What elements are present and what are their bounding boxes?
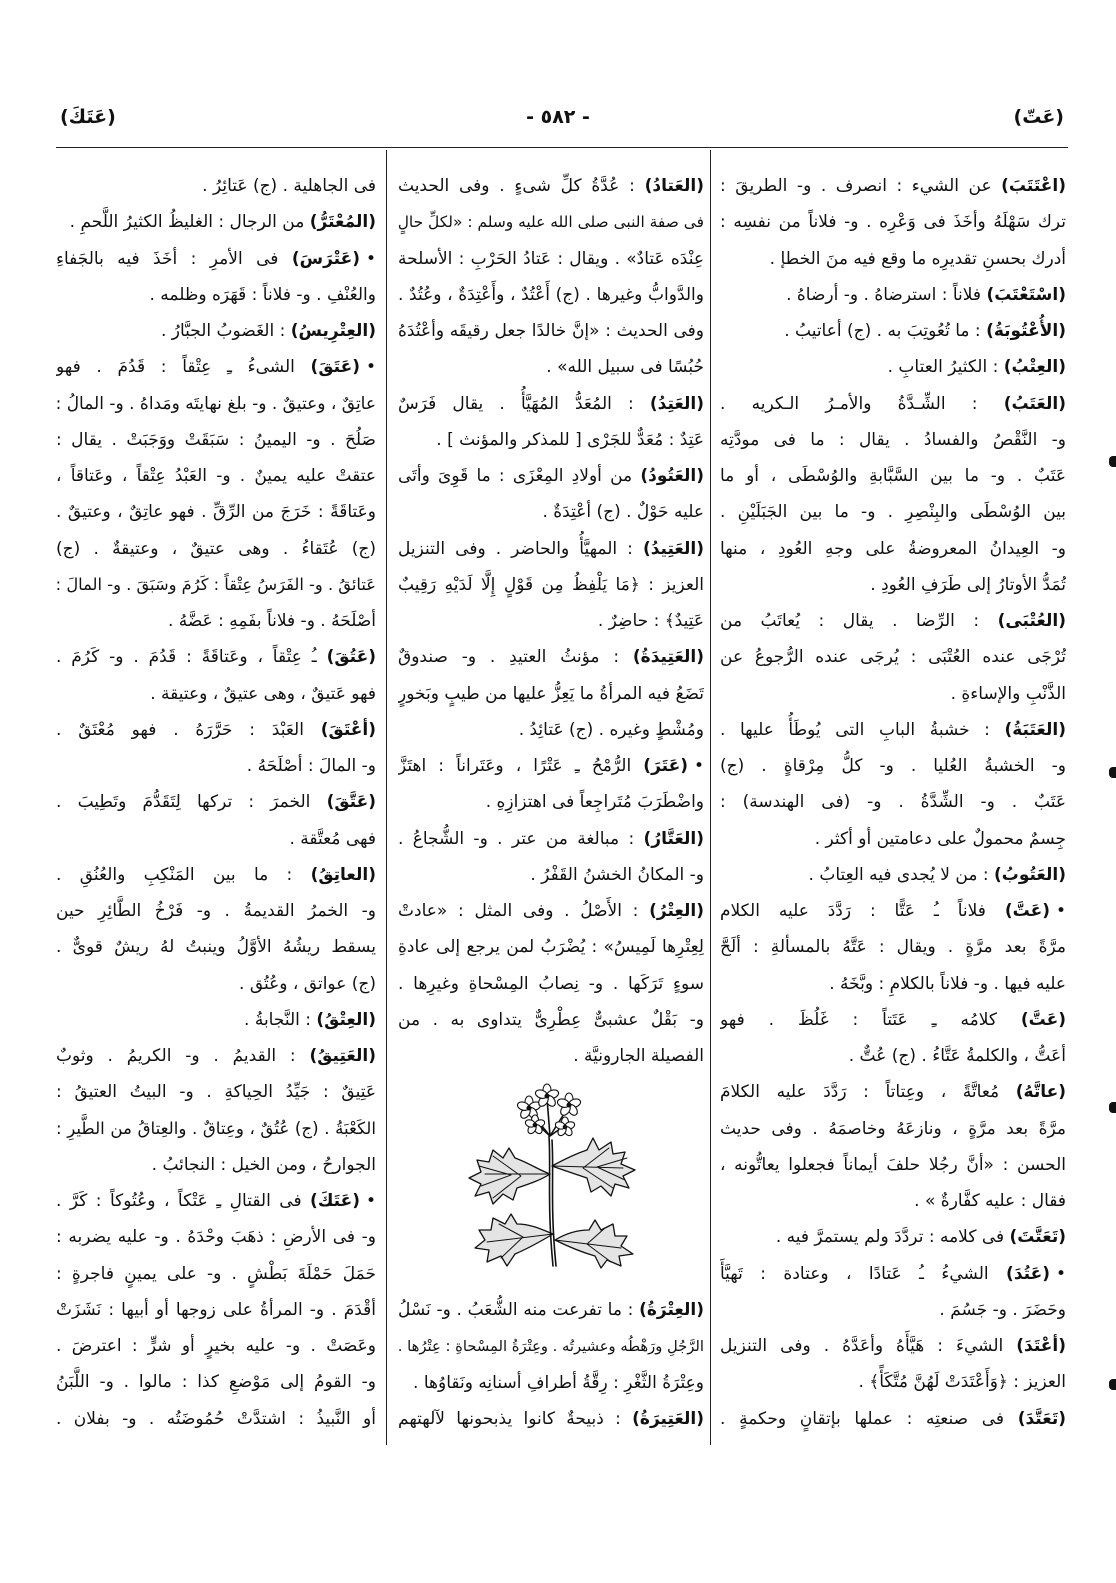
entry-line xyxy=(56,857,376,893)
column-middle-lines-top xyxy=(398,168,704,1074)
headword: (العَتَبَةُ) xyxy=(1004,719,1066,740)
geranium-plant-illustration xyxy=(451,1074,651,1269)
definition-text: : النَّجابةُ . xyxy=(244,1009,317,1030)
entry-line: العزيز : ﴿وَأَعْتَدَتْ لَهُنَّ مُتَّكَأً﴾ . xyxy=(858,1372,1066,1393)
scan-mark xyxy=(1109,1102,1116,1113)
headword: (العِتْرُ) xyxy=(649,901,704,921)
headword: (عَتَّقَ) xyxy=(326,792,376,813)
definition-text: : من لا يُجدى فيه العِتابُ . xyxy=(808,864,994,885)
definition-text: فلاناً ـُ عَتًّا : رَدَّدَ عليه الكلام xyxy=(720,901,1005,921)
entry-line: عَتِدٌ : مُعَدٌّ للجَرْى [ للمذكر والمؤنث ] . xyxy=(436,429,704,450)
entry-line: فهى مُعتَّقة . xyxy=(289,828,376,849)
definition-text: الرُّمْحُ ـِ عَتْرًا ، وعَتَراناً : اهتَزَّ xyxy=(398,756,644,776)
headword: (عَتَّ) xyxy=(1004,901,1050,921)
entry-line: ترك سَهْلَهُ وأخَذَ فى وَعْرِه . و- فلاناً من نفسِه : xyxy=(720,212,1066,233)
entry-line: فى صفة النبى صلى الله عليه وسلم : «لكلِّ حالٍ xyxy=(398,213,704,232)
definition-text: : الرِّضا . يقال : يُعاتَبُ من xyxy=(720,611,998,631)
headword: (تَعَتَّتَ) xyxy=(1009,1227,1066,1248)
entry-line: واضْطَرَبَ مُتَراجِعاً فى اهتزازِهِ . xyxy=(485,792,704,813)
entry-line: (ج) عُتَقاءُ . وهى عتيقٌ ، وعتيقةٌ . (ج) xyxy=(56,538,376,559)
definition-text: : مبالغة من عتر . و- الشُّجاعُ . xyxy=(398,828,644,849)
column-middle-lines-bottom xyxy=(398,1292,704,1437)
column-divider-left xyxy=(386,150,387,1445)
entry-line xyxy=(720,277,1066,313)
definition-text: من الرجال : الغليظُ الكثيرُ اللَّحمِ . xyxy=(69,212,310,233)
headword: (العَتُودُ) xyxy=(640,466,704,486)
entry-line xyxy=(720,1401,1066,1437)
entry-line: و- المكانُ الخشنُ القَفْرُ . xyxy=(530,864,704,885)
entry-line: أقْدَمَ . و- المرأةُ على زوجها أو أبيها : نَشَزَتْ xyxy=(56,1299,376,1320)
headword: (العَتُوبُ) xyxy=(993,864,1066,885)
definition-text: : الشِّـدَّةُ والأمـرُ الـكريه . xyxy=(720,393,1004,414)
definition-text: كلامُه ـِ عَتَتاً : غَلُظَ . فهو xyxy=(720,1009,1021,1030)
entry-line xyxy=(720,603,1066,639)
definition-text: عن الشيء : انصرف . و- الطريقَ : xyxy=(720,176,1002,196)
entry-line xyxy=(398,893,704,929)
entry-line: صَلُحَ . و- اليمينُ : سَبَقَتْ ووَجَبَتْ . يقال : xyxy=(56,429,376,450)
entry-line xyxy=(720,386,1066,422)
definition-text: ـُ عِتْقاً ، وعَتاقَةً : قَدُمَ . و- كَرُمَ . xyxy=(56,647,327,668)
headword: (العِتْرَةُ) xyxy=(639,1300,704,1321)
entry-line: والدَّوابُّ وغيرها . (ج) أَعْتُدٌ ، وأَعْتِدَةٌ ، وعُتُدٌ . xyxy=(398,284,704,305)
definition-text: فى صنعتِه : عملها بإتقانٍ وحكمةٍ . xyxy=(720,1408,1018,1429)
entry-line: (ج) عواتق ، وعُتُق . xyxy=(239,973,376,994)
entry-line: وعَصَتْ . و- عليه بخيرٍ أو شرٍّ : اعترضَ . xyxy=(56,1336,376,1356)
root-bullet: • xyxy=(693,756,704,776)
headword: (المُعْتَرُّ) xyxy=(309,212,376,233)
headword: (العُتْبَى) xyxy=(997,611,1066,631)
headword: (العِتْقُ) xyxy=(316,1009,376,1030)
entry-line xyxy=(56,241,376,277)
headword: (العَتِيدُ) xyxy=(642,538,704,559)
entry-line: وعَتاقَةً : خَرَجَ من الرِّقِّ . فهو عاتِقٌ ، وعتيقٌ . xyxy=(56,502,376,523)
entry-line: مرَّةً بعد مرَّةٍ . ويقال : عَتَّهُ بالمسألةِ : ألَحَّ xyxy=(720,937,1066,958)
entry-line: أعَتُّ ، والكلمةُ عَتَّاءُ . (ج) عُتٌّ . xyxy=(848,1046,1066,1066)
column-right-lines xyxy=(720,168,1066,1437)
headword: (العَتادُ) xyxy=(644,176,704,196)
entry-line xyxy=(720,1002,1066,1038)
column-middle xyxy=(398,168,704,1437)
definition-text: : الغَضوبُ الجبَّارُ . xyxy=(160,321,291,341)
definition-text: : الأَصْلُ . وفى المثل : «عادتْ xyxy=(398,901,650,921)
definition-text: : ما تُعُوتِبَ به . (ج) أعاتيبُ . xyxy=(784,321,987,341)
definition-text: العَبْدَ : حَرَّرَهُ . فهو مُعْتَقٌ . xyxy=(56,719,321,740)
headword: (عَتَقَ) xyxy=(310,357,360,378)
entry-line xyxy=(398,1401,704,1437)
definition-text: الخمرَ : تركها لِتَقَدُّمَ وتَطِيبَ . xyxy=(56,792,327,813)
headword: (اعْتَتَبَ) xyxy=(1001,176,1066,196)
entry-line: حُبُسًا فى سبيل الله» . xyxy=(546,357,704,378)
entry-line: الكَعْبَةُ . (ج) عُتُقٌ ، وعِتاقٌ . والعِتاقُ من الطَّيرِ : xyxy=(56,1118,376,1138)
entry-line: عَتائقُ . و- الفَرَسُ عِتْقاً : كَرُمَ وسَبَقَ . و- المالَ : xyxy=(56,574,376,594)
entry-line: وفى الحديث : «إنَّ خالدًا جعل رقيقَه وأعْتُدَهُ xyxy=(398,321,704,341)
entry-line: أدرك بحسنِ تقديرِه ما وقع فيه منَ الخطإ . xyxy=(769,248,1066,269)
entry-line xyxy=(720,1219,1066,1255)
root-bullet: • xyxy=(365,357,376,378)
headword: (العَتَّارُ) xyxy=(643,828,704,849)
entry-line xyxy=(56,784,376,820)
definition-text: الشيءُ ـُ عَتادًا ، وعتادة : تَهيَّأَ xyxy=(720,1263,1007,1284)
scan-mark xyxy=(1109,767,1116,778)
entry-line: ومُشْطٍ وغيره . (ج) عَتائِدُ . xyxy=(518,719,704,740)
definition-text: : المهيَّأُ والحاضر . وفى التنزيل xyxy=(398,538,643,559)
entry-line: تَضَعُ فيه المرأةُ ما يَعِزُّ عليها من طيبٍ وبَخورٍ xyxy=(398,683,704,704)
headword: (عَتُقَ) xyxy=(326,647,376,668)
entry-line: و- المالَ : أصْلَحَهُ . xyxy=(246,756,376,776)
entry-line: الفصيلة الجارونيَّة . xyxy=(573,1046,704,1066)
page-number: - ٥٨٢ - xyxy=(526,106,590,128)
entry-line: بين الوُسْطَى والبِنْصِرِ . و- ما بين الجَبَلَيْنِ . xyxy=(720,502,1066,523)
entry-line: الذَّنْبِ والإساءةِ . xyxy=(950,683,1066,704)
entry-line: أصْلَحَهُ . و- فلاناً بفَمِهِ : عَضَّهُ . xyxy=(167,611,376,631)
headword: (اسْتَعْتَبَ) xyxy=(986,284,1066,305)
entry-line: و- العِيدانُ المعروضةُ على وجهِ العُودِ ، منها xyxy=(720,538,1066,559)
entry-line xyxy=(398,639,704,675)
headword: (العَتِدُ) xyxy=(649,393,704,414)
headword: (عَتَكَ) xyxy=(310,1191,360,1211)
definition-text: : ذبيحةٌ كانوا يذبحونها لآلهتهم xyxy=(398,1409,633,1429)
definition-text: فى الأمرِ : أخَذَ فيه بالجَفاءِ xyxy=(56,248,292,269)
entry-line: فهو عَتيقٌ ، وهى عتيقٌ ، وعتيقة . xyxy=(150,683,376,704)
definition-text: : القديمُ . و- الكريمُ . وثوبٌ xyxy=(56,1046,310,1066)
headword: (العَتِيقُ) xyxy=(309,1046,376,1066)
entry-line: و- بَقْلٌ عشبىٌّ عِطْرِىٌّ يتداوى به . من xyxy=(398,1009,704,1030)
root-bullet: • xyxy=(365,1191,376,1211)
entry-line: فى الجاهلية . (ج) عَتائِرُ . xyxy=(202,176,376,196)
root-bullet: • xyxy=(365,248,376,269)
entry-line xyxy=(56,639,376,675)
entry-line: حَمَلَ حَمْلَةَ بَطْشٍ . و- على يمينٍ فاجرةٍ : xyxy=(56,1263,376,1284)
entry-line: العزيز : ﴿مَا يَلْفِظُ مِن قَوْلٍ إِلَّا لَدَيْهِ رَقِيبٌ xyxy=(398,574,704,595)
entry-line: عَتَبٌ . و- الشِّدَّةُ . و- (فى الهندسة) : xyxy=(720,792,1066,813)
headword: (عَتْرَسَ) xyxy=(291,248,360,269)
entry-line: عَتِيقٌ : جَيِّدُ الحِياكةِ . و- البيتُ العتيقُ : xyxy=(56,1082,376,1103)
entry-line: والعُنْفِ . و- فلاناً : قَهَرَه وظلمه . xyxy=(149,284,376,305)
entry-line xyxy=(720,1074,1066,1110)
definition-text: الشىءُ ـِ عِتْقاً : قَدُمَ . فهو xyxy=(56,357,311,378)
entry-line: وحَضَرَ . و- جَسُمَ . xyxy=(939,1299,1066,1320)
definition-text: : الكثيرُ العتابِ . xyxy=(887,357,1004,378)
headword: (العَتَبُ) xyxy=(1003,393,1066,414)
column-left xyxy=(56,168,376,1437)
column-left-lines xyxy=(56,168,376,1437)
entry-line: و- النَّقْصُ والفسادُ . يقال : ما فى مودَّتِه xyxy=(720,429,1066,450)
entry-line: عتقتْ عليه يمينٌ . و- العَبْدُ عِتْقاً ، وعَتاقاً ، xyxy=(56,466,376,486)
entry-line xyxy=(720,893,1066,929)
entry-line: و- الخمرُ القديمةُ . و- فَرْخُ الطَّائِرِ حين xyxy=(56,901,376,921)
entry-line: الجوارحُ ، ومن الخيل : النجائبُ . xyxy=(151,1154,376,1175)
definition-text: فى كلامه : تردَّدَ ولم يستمرَّ فيه . xyxy=(775,1227,1010,1248)
definition-text: : المُعَدُّ المُهَيَّأُ . يقال فَرَسٌ xyxy=(398,393,650,414)
headword: (تَعَتَّدَ) xyxy=(1017,1408,1066,1429)
headword: (العَتِيرَةُ) xyxy=(632,1409,704,1429)
headword: (العِتْرِيسُ) xyxy=(290,321,376,341)
entry-line xyxy=(56,204,376,240)
entry-line: سوءٍ تَرَكَها . و- نِصابُ المِسْحاةِ وغيرِها . xyxy=(398,973,704,994)
figure xyxy=(398,1074,704,1292)
definition-text: : ما بين المَنْكِبِ والعُنُقِ . xyxy=(56,864,311,885)
entry-line: عَتَبٌ . و- ما بين السَّبَّابةِ والوُسْطَى ، أو ما xyxy=(720,466,1066,486)
entry-line: تُمَدُّ الأوتارُ إلى طَرَفِ العُودِ . xyxy=(870,574,1066,595)
header-first-entry: (عَتّ) xyxy=(1013,106,1064,128)
definition-text: من أولادِ المِعْزَى : ما قَوِىَ وأتَى xyxy=(398,466,641,486)
definition-text: : مؤنثُ العتيدِ . و- صندوقٌ xyxy=(398,647,633,668)
entry-line xyxy=(720,168,1066,204)
entry-line: عاتِقٌ ، وعتيقٌ . و- بلغ نهايتَه ومَداهُ . و- المالُ : xyxy=(56,393,376,414)
entry-line xyxy=(56,313,376,349)
headword: (العاتِقُ) xyxy=(310,864,376,885)
entry-line: وعِتْرَةُ الثَّغْرِ : رِقَّةُ أطرافِ أسنانِه ونَقاوُها . xyxy=(413,1372,704,1393)
headword: (أعْتَقَ) xyxy=(320,719,376,740)
entry-line: الرَّجُلِ ورَهْطُه وعشيرتُه . وعِتْرَةُ المِسْحاةِ : عِتْرُها . xyxy=(398,1337,704,1355)
entry-line: عِنْدَه عَتادٌ» . ويقال : عَتادُ الحَرْبِ : الأسلحة xyxy=(398,248,704,269)
entry-line: الحسن : «أنَّ رجُلا حلفَ أيماناً فجعلوا يعاتُّونه ، xyxy=(720,1154,1066,1175)
entry-line: مرَّةً بعد مرَّةٍ ، ونازعَهُ وخاصمَهُ . وفى حديث xyxy=(720,1118,1066,1139)
entry-line: يسقط ريشُهُ الأوَّلُ وينبتُ لهُ ريشٌ قوىٌّ . xyxy=(56,937,376,958)
root-bullet: • xyxy=(1055,901,1066,921)
entry-line: و- فى الأرضِ : ذهَبَ وحْدَهُ . و- عليه يضربه : xyxy=(56,1227,376,1248)
headword: (عاتَّهُ) xyxy=(1015,1082,1066,1103)
column-right xyxy=(720,168,1066,1437)
entry-line: و- القومُ إلى مَوْضعِ كذا : مالوا . و- اللَّبَنُ xyxy=(56,1372,376,1393)
entry-line: جِسمٌ محمولٌ على دعامتين أو أكثر . xyxy=(814,828,1066,849)
entry-line xyxy=(398,821,704,857)
entry-line xyxy=(398,168,704,204)
headword: (عَتَّ) xyxy=(1020,1009,1066,1030)
header-divider xyxy=(56,147,1068,148)
definition-text: الشيءَ : هَيَّأَهُ وأعَدَّهُ . وفى التنزيل xyxy=(720,1336,1017,1356)
definition-text: مُعاتَّةً ، وعِتاتاً : رَدَّدَ عليه الكلامَ xyxy=(720,1082,1016,1103)
entry-line: عليه حَوْلٌ . (ج) أعْتِدَةٌ . xyxy=(542,502,704,523)
entry-line xyxy=(56,1002,376,1038)
entry-line: و- الخشبةُ العُليا . و- كلُّ مِرْقاةٍ . (ج) xyxy=(720,756,1066,776)
entry-line xyxy=(398,386,704,422)
entry-line xyxy=(720,712,1066,748)
root-bullet: • xyxy=(1055,1263,1066,1284)
scan-mark xyxy=(1109,456,1116,467)
entry-line xyxy=(720,857,1066,893)
entry-line xyxy=(398,458,704,494)
headword: (الأُعْتُوبَةُ) xyxy=(986,321,1066,341)
entry-line xyxy=(720,1256,1066,1292)
scan-mark xyxy=(1109,1379,1116,1390)
headword: (العِتْبُ) xyxy=(1003,357,1066,378)
entry-line: فقال : عليه كفَّارةٌ » . xyxy=(914,1191,1066,1211)
entry-line xyxy=(398,531,704,567)
definition-text: : خشبةُ البابِ التى يُوطَأُ عليها . xyxy=(720,719,1005,740)
entry-line xyxy=(720,1328,1066,1364)
entry-line xyxy=(398,748,704,784)
headword: (عَتُدَ) xyxy=(1006,1263,1050,1284)
definition-text: : ما تفرعت منه الشُّعَبُ . و- نَسْلُ xyxy=(398,1300,640,1321)
entry-line: عَتِيدٌ﴾ : حاضِرٌ . xyxy=(597,611,704,631)
entry-line: أو النَّبيذُ : اشتدَّتْ حُمُوضَتُه . و- بفلان . xyxy=(56,1408,376,1429)
entry-line: تُرْجَى عنده العُتْبَى : يُرجَى عنده الرُّجوعُ عن xyxy=(720,647,1066,668)
entry-line xyxy=(56,349,376,385)
definition-text: فى القتالِ ـِ عَتْكاً ، وعُتُوكاً : كَرَّ . xyxy=(56,1191,311,1211)
headword: (عَتَرَ) xyxy=(643,756,688,776)
entry-line xyxy=(56,1183,376,1219)
headword: (العَتِيدَةُ) xyxy=(632,647,704,668)
entry-line xyxy=(720,349,1066,385)
definition-text: فلاناً : استرضاهُ . و- أرضاهُ . xyxy=(786,284,987,305)
definition-text: : عُدَّةُ كلِّ شىءٍ . وفى الحديث xyxy=(398,176,645,196)
headword: (أعْتَدَ) xyxy=(1016,1336,1066,1356)
header-last-entry: (عَتَكَ) xyxy=(60,106,116,128)
entry-line xyxy=(720,313,1066,349)
entry-line: لِعِتْرِها لَمِيسُ» : يُضْرَبُ لمن يرجع إلى عادةِ xyxy=(398,937,704,958)
entry-line xyxy=(56,712,376,748)
entry-line: عليه فيها . و- فلاناً بالكلامِ : وبَّخَهُ . xyxy=(829,973,1066,994)
entry-line xyxy=(398,1292,704,1328)
column-divider-right xyxy=(710,150,711,1445)
entry-line xyxy=(56,1038,376,1074)
